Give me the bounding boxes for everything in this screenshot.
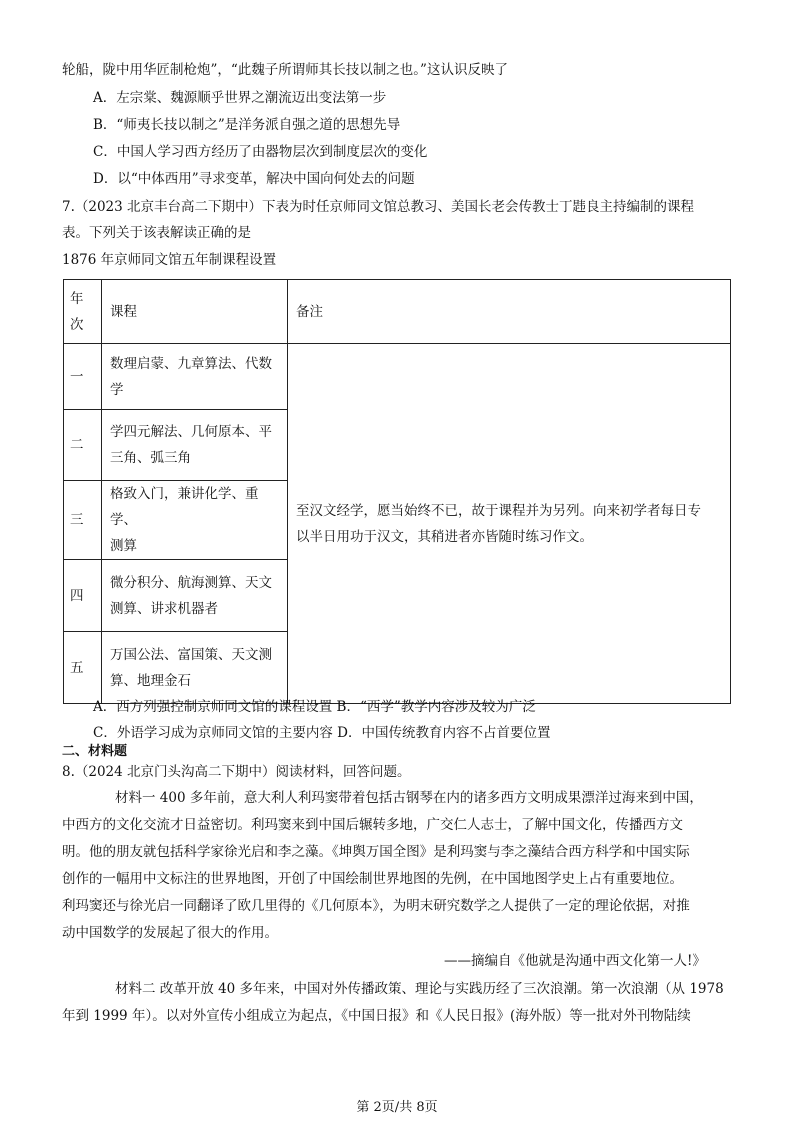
material1-line-2: 中西方的文化交流才日益密切。利玛窦来到中国后辗转多地，广交仁人志士，了解中国文化，传播西方文 bbox=[62, 817, 683, 833]
table-header-row bbox=[64, 280, 731, 344]
q8-stem: 8.（2024 北京门头沟高二下期中）阅读材料，回答问题。 bbox=[62, 764, 411, 780]
q6-stem-tail: 轮船，陇中用华匠制枪炮”，“此魏子所谓师其长技以制之也。”这认识反映了 bbox=[62, 62, 508, 78]
row-year: 一 bbox=[64, 344, 102, 410]
material1-line-6: 动中国数学的发展起了很大的作用。 bbox=[62, 925, 278, 941]
row-year: 三 bbox=[64, 481, 102, 560]
material1-line-5: 利玛窦还与徐光启一同翻译了欧几里得的《几何原本》，为明末研究数学之人提供了一定的理论依据，对推 bbox=[62, 898, 690, 914]
table-row bbox=[64, 344, 731, 410]
row-course: 数理启蒙、九章算法、代数 学 bbox=[102, 344, 288, 410]
q6-option-b: B．“师夷长技以制之”是洋务派自强之道的思想先导 bbox=[93, 117, 401, 133]
row-course: 学四元解法、几何原本、平 三角、弧三角 bbox=[102, 410, 288, 481]
page-footer: 第 2页/共 8页 bbox=[356, 1100, 438, 1115]
header-year: 年 次 bbox=[64, 280, 102, 344]
row-year: 四 bbox=[64, 560, 102, 632]
q6-option-c: C．中国人学习西方经历了由器物层次到制度层次的变化 bbox=[93, 144, 428, 160]
row-year: 五 bbox=[64, 632, 102, 704]
row-course: 万国公法、富国策、天文测 算、地理金石 bbox=[102, 632, 288, 704]
q7-options-cd: C．外语学习成为京师同文馆的主要内容 D．中国传统教育内容不占首要位置 bbox=[93, 725, 551, 741]
material2-line-2: 年到 1999 年）。以对外宣传小组成立为起点，《中国日报》和《人民日报》(海外版）等一批对外刊物陆续 bbox=[62, 1008, 691, 1024]
header-note: 备注 bbox=[288, 280, 731, 344]
q7-options-ab: A．西方列强控制京师同文馆的课程设置 B．“西学”教学内容涉及较为广泛 bbox=[93, 699, 536, 715]
section-title: 二、材料题 bbox=[62, 744, 128, 759]
material1-line-1: 材料一 400 多年前，意大利人利玛窦带着包括古钢琴在内的诸多西方文明成果漂洋过海来到中国， bbox=[115, 790, 703, 806]
row-course: 微分积分、航海测算、天文 测算、讲求机器者 bbox=[102, 560, 288, 632]
q6-option-d: D．以“中体西用”寻求变革，解决中国向何处去的问题 bbox=[93, 171, 415, 187]
q7-table-caption: 1876 年京师同文馆五年制课程设置 bbox=[62, 252, 277, 268]
header-course: 课程 bbox=[102, 280, 288, 344]
q6-option-a: A．左宗棠、魏源顺乎世界之潮流迈出变法第一步 bbox=[93, 90, 387, 106]
course-table bbox=[63, 279, 731, 704]
q7-stem-line-1: 7.（2023 北京丰台高二下期中）下表为时任京师同文馆总教习、美国长老会传教士丁韪良主持编制的课程 bbox=[62, 199, 695, 215]
row-note: 至汉文经学，愿当始终不已，故于课程并为另列。向来初学者每日专 以半日用功于汉文，其稍进者亦皆随时练习作文。 bbox=[288, 344, 731, 704]
row-year: 二 bbox=[64, 410, 102, 481]
material1-source: ——摘编自《他就是沟通中西文化第一人!》 bbox=[444, 953, 706, 969]
row-course: 格致入门，兼讲化学、重学、 测算 bbox=[102, 481, 288, 560]
material1-line-4: 创作的一幅用中文标注的世界地图，开创了中国绘制世界地图的先例，在中国地图学史上占有重要地位。 bbox=[62, 871, 683, 887]
material1-line-3: 明。他的朋友就包括科学家徐光启和李之藻。《坤舆万国全图》是利玛窦与李之藻结合西方科学和中国实际 bbox=[62, 844, 690, 860]
material2-line-1: 材料二 改革开放 40 多年来，中国对外传播政策、理论与实践历经了三次浪潮。第一次浪潮（从 1978 bbox=[115, 981, 724, 997]
q7-stem-line-2: 表。下列关于该表解读正确的是 bbox=[62, 225, 251, 241]
